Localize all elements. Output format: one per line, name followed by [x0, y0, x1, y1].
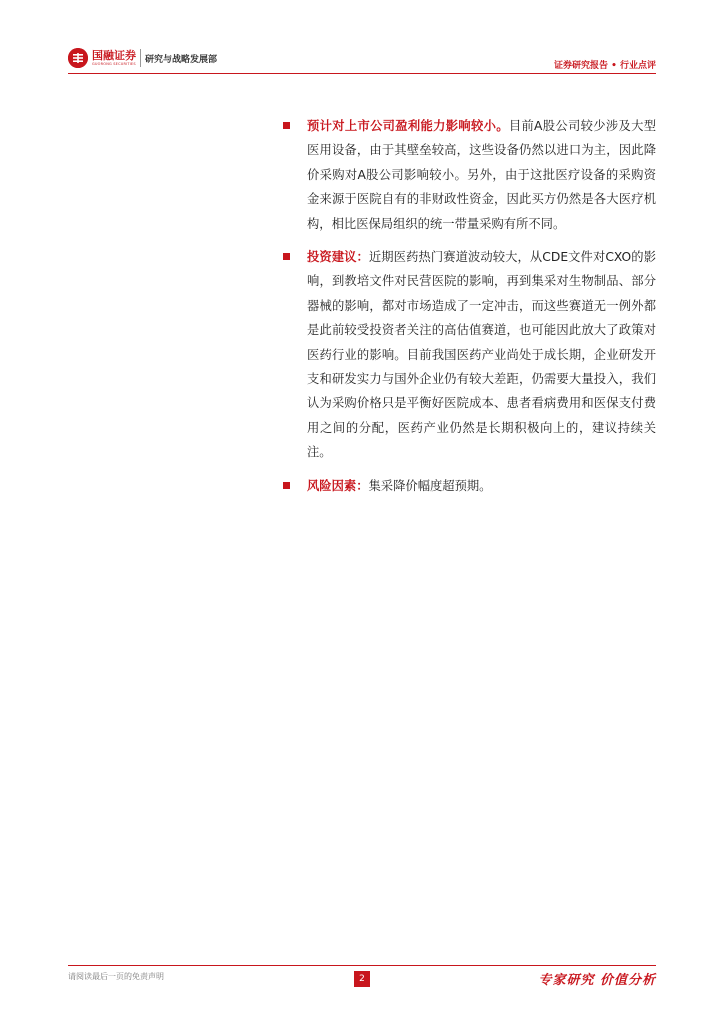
main-content [283, 114, 656, 498]
paragraph [307, 245, 656, 465]
paragraph-body: 近期医药热门赛道波动较大，从CDE文件对CXO的影响，到教培文件对民营医院的影响，再到集采对生物制品、部分器械的影响，都对市场造成了一定冲击，而这些赛道无一例外都是此前较受投资者关注的高估值赛道，也可能因此放大了政策对医药行业的影响。目前我国医药产业尚处于成长期，企业研发开支和研发实力与国外企业仍有较大差距，仍需要大量投入，我们认为采购价格只是平衡好医院成本、患者看病费用和医保支付费用之间的分配，医药产业仍然是长期积极向上的，建议持续关注。 [307, 250, 656, 460]
company-logo [68, 48, 217, 68]
header-divider [68, 73, 656, 74]
logo-text: 国融证券 [92, 48, 136, 62]
paragraph-lead: 投资建议： [307, 250, 369, 265]
department-name: 研究与战略发展部 [145, 54, 218, 65]
paragraph [307, 474, 656, 498]
bullet-item-risk-factors [283, 474, 656, 498]
logo-english-text: GUORONG SECURITIES [92, 61, 136, 66]
paragraph [307, 114, 656, 236]
logo-emblem-icon [68, 48, 88, 68]
bullet-item-investment-advice [283, 245, 656, 465]
paragraph-body: 集采降价幅度超预期。 [368, 478, 492, 493]
paragraph-lead: 预计对上市公司盈利能力影响较小。 [307, 119, 509, 133]
footer-slogan: 专家研究 价值分析 [538, 973, 656, 988]
page-header [0, 0, 724, 80]
disclaimer-notice: 请阅读最后一页的免责声明 [68, 972, 164, 981]
page-number: 2 [354, 971, 370, 987]
square-bullet-icon [283, 482, 290, 489]
logo-divider [140, 49, 141, 67]
paragraph-body: 目前A股公司较少涉及大型医用设备，由于其壁垒较高，这些设备仍然以进口为主，因此降价采购对A股公司影响较小。另外，由于这批医疗设备的采购资金来源于医院自有的非财政性资金，因此买方仍然是各大医疗机构，相比医保局组织的统一带量采购有所不同。 [307, 119, 656, 231]
report-type: 证券研究报告 • 行业点评 [553, 61, 656, 71]
bullet-item-impact [283, 114, 656, 236]
footer-divider [68, 965, 656, 966]
paragraph-lead: 风险因素： [307, 478, 369, 493]
square-bullet-icon [283, 122, 290, 129]
square-bullet-icon [283, 253, 290, 260]
